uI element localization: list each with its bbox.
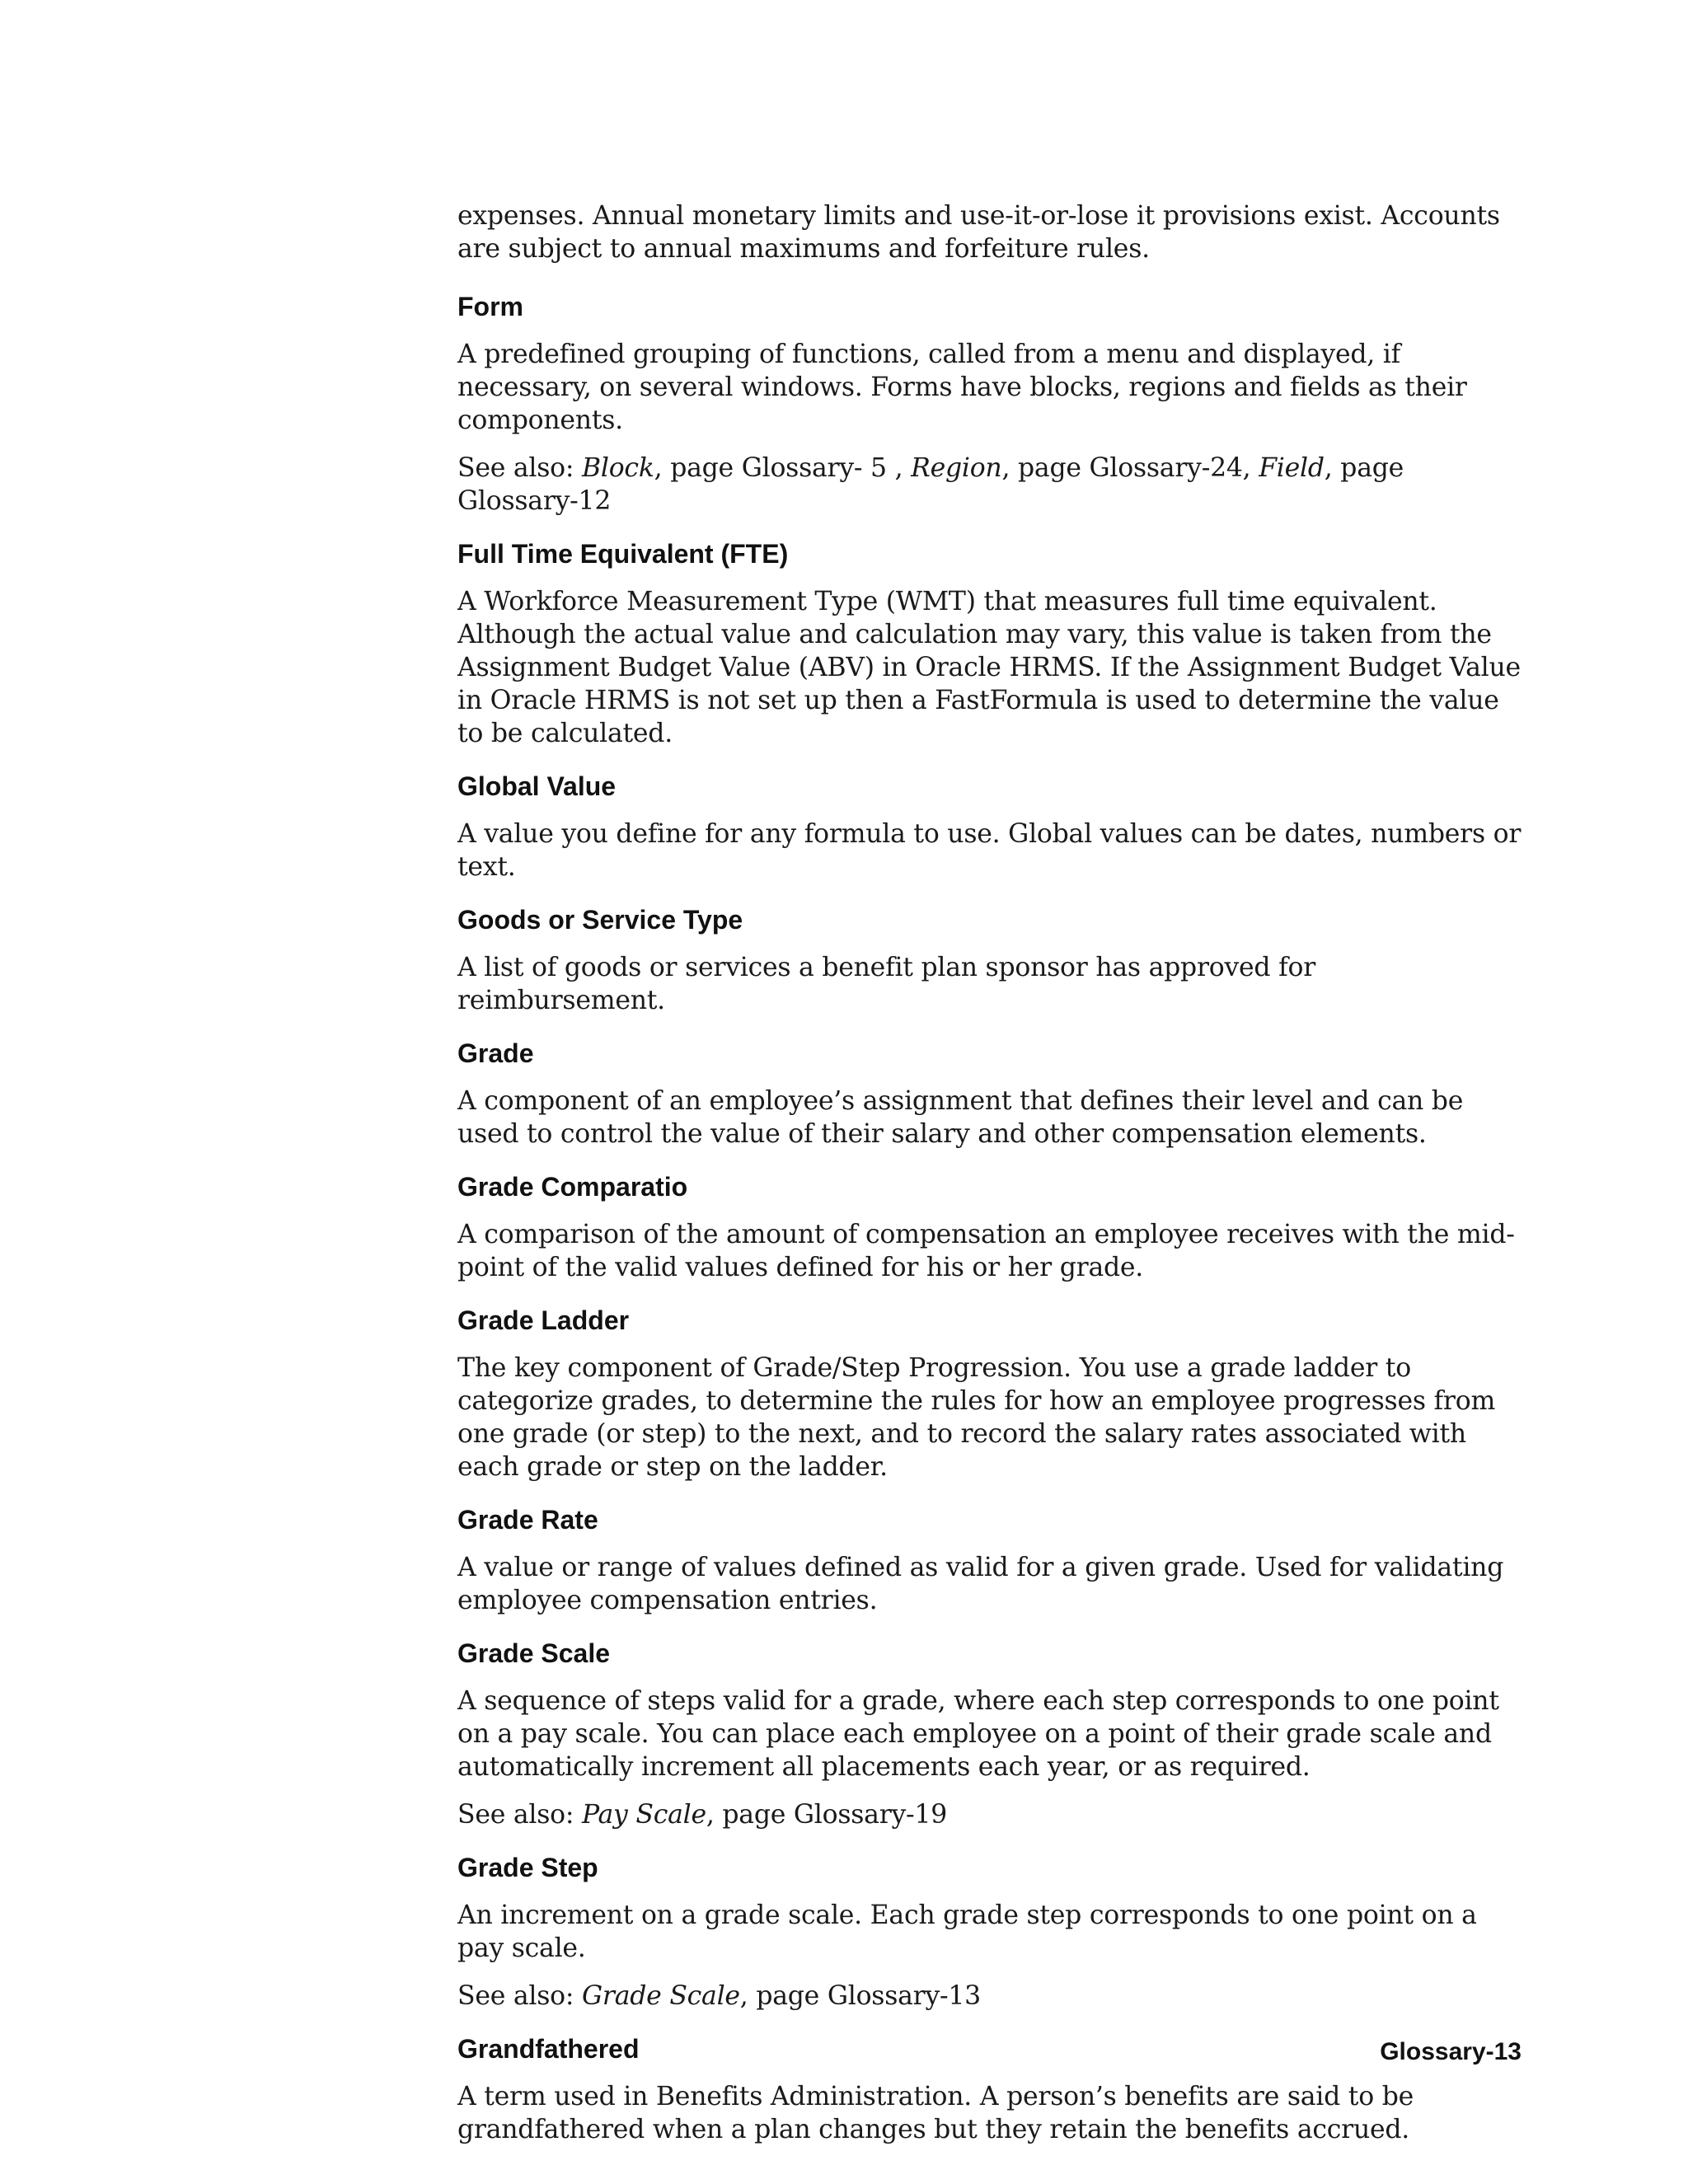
term-definition: A sequence of steps valid for a grade, where each step corresponds to one point on a pay scale. You can place each employee on a point of their grade scale and automatically increment all placements each year, or as required. bbox=[457, 1686, 1499, 1782]
glossary-entry bbox=[457, 1851, 1529, 2013]
glossary-entry bbox=[457, 2032, 1529, 2146]
term-definition: A Workforce Measurement Type (WMT) that measures full time equivalent. Although the actual value and calculation may vary, this value is taken from the Assignment Budget Value (ABV) in Oracle HRMS. If the Assignment Budget Value in Oracle HRMS is not set up then a FastFormula is used to determine the value to be calculated. bbox=[457, 587, 1521, 748]
see-also-page-ref: , page Glossary-24, bbox=[1001, 453, 1259, 483]
glossary-entry bbox=[457, 537, 1529, 750]
term-definition: A component of an employee’s assignment that defines their level and can be used to control the value of their salary and other compensation elements. bbox=[457, 1086, 1464, 1149]
page-number: Glossary-13 bbox=[1380, 2038, 1522, 2065]
glossary-entry bbox=[457, 1170, 1529, 1284]
term-heading: Global Value bbox=[457, 771, 617, 801]
glossary-entry bbox=[457, 903, 1529, 1017]
term-heading: Goods or Service Type bbox=[457, 905, 743, 935]
glossary-entry bbox=[457, 1637, 1529, 1831]
term-definition: An increment on a grade scale. Each grade step corresponds to one point on a pay scale. bbox=[457, 1900, 1477, 1963]
see-also bbox=[457, 452, 1529, 518]
term-heading: Grandfathered bbox=[457, 2034, 640, 2064]
see-also-prefix: See also: bbox=[457, 1800, 582, 1830]
see-also-page-ref: , page Glossary-19 bbox=[706, 1800, 948, 1830]
see-also-link[interactable]: Grade Scale bbox=[582, 1981, 740, 2011]
see-also bbox=[457, 1798, 1529, 1831]
term-definition: A predefined grouping of functions, called from a menu and displayed, if necessary, on several windows. Forms have blocks, regions and fields as their components. bbox=[457, 340, 1467, 435]
see-also-link[interactable]: Region bbox=[911, 453, 1002, 483]
glossary-entry bbox=[457, 290, 1529, 518]
term-definition: A term used in Benefits Administration. A person’s benefits are said to be grandfathered when a plan changes but they retain the benefits accrued. bbox=[457, 2082, 1414, 2144]
term-definition: A comparison of the amount of compensation an employee receives with the mid-point of the valid values defined for his or her grade. bbox=[457, 1220, 1515, 1282]
term-heading: Grade bbox=[457, 1038, 534, 1068]
see-also-link[interactable]: Field bbox=[1259, 453, 1325, 483]
see-also-page-ref: , page Glossary- 5 , bbox=[654, 453, 912, 483]
see-also-page-ref: , page Glossary-12 bbox=[457, 453, 1404, 516]
see-also-link[interactable]: Pay Scale bbox=[582, 1800, 706, 1830]
see-also bbox=[457, 1980, 1529, 2013]
intro-paragraph: expenses. Annual monetary limits and use-it-or-lose it provisions exist. Accounts are subject to annual maximums and forfeiture rules. bbox=[457, 201, 1500, 264]
term-heading: Full Time Equivalent (FTE) bbox=[457, 539, 789, 569]
see-also-page-ref: , page Glossary-13 bbox=[739, 1981, 981, 2011]
term-definition: The key component of Grade/Step Progression. You use a grade ladder to categorize grades, to determine the rules for how an employee progresses from one grade (or step) to the next, and to record the salary rates associated with each grade or step on the ladder. bbox=[457, 1353, 1496, 1482]
term-definition: A list of goods or services a benefit plan sponsor has approved for reimbursement. bbox=[457, 953, 1316, 1015]
term-definition: A value you define for any formula to use. Global values can be dates, numbers or text. bbox=[457, 819, 1522, 882]
term-heading: Form bbox=[457, 292, 523, 321]
term-heading: Grade Rate bbox=[457, 1505, 598, 1535]
term-heading: Grade Step bbox=[457, 1853, 598, 1882]
glossary-content bbox=[457, 199, 1529, 2166]
term-heading: Grade Ladder bbox=[457, 1305, 630, 1335]
glossary-entry bbox=[457, 1503, 1529, 1617]
term-definition: A value or range of values defined as valid for a given grade. Used for validating employee compensation entries. bbox=[457, 1553, 1504, 1615]
term-heading: Grade Comparatio bbox=[457, 1172, 688, 1202]
glossary-entry bbox=[457, 770, 1529, 883]
see-also-link[interactable]: Block bbox=[582, 453, 654, 483]
see-also-prefix: See also: bbox=[457, 1981, 582, 2011]
glossary-entry bbox=[457, 1304, 1529, 1483]
see-also-prefix: See also: bbox=[457, 453, 582, 483]
term-heading: Grade Scale bbox=[457, 1638, 610, 1668]
glossary-entry bbox=[457, 1037, 1529, 1151]
